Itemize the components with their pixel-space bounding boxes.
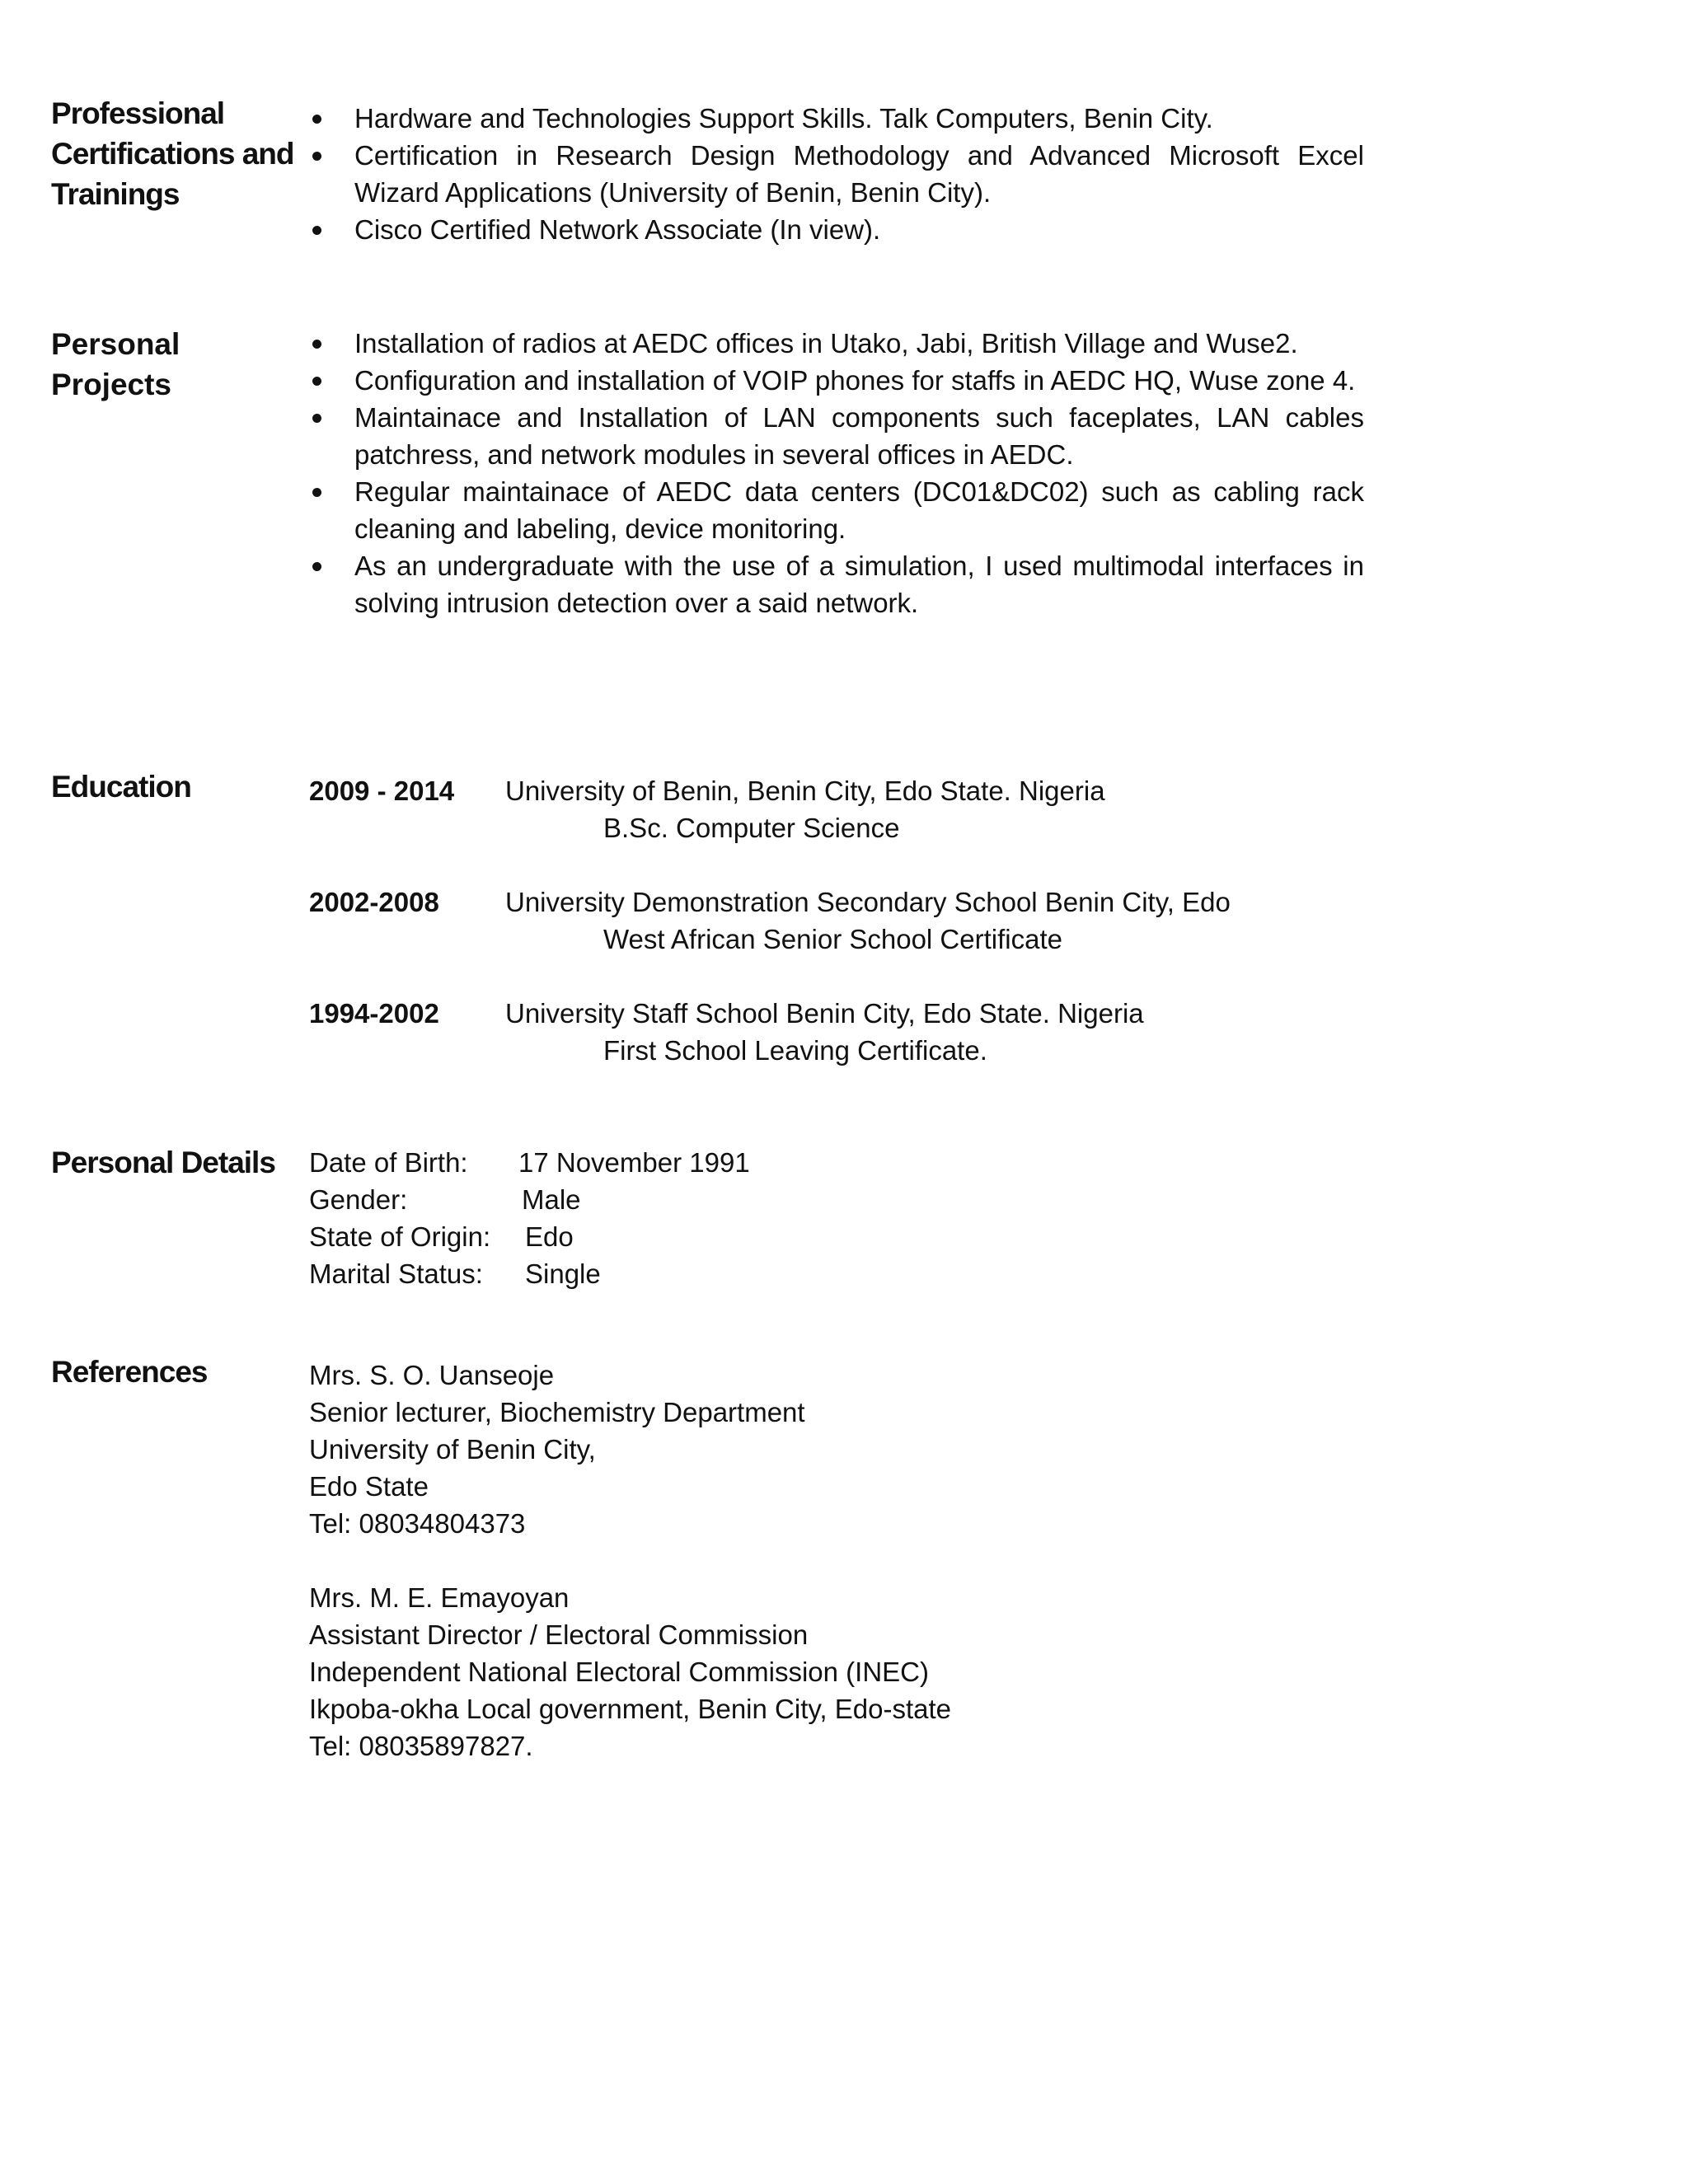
education-entry <box>309 772 1364 846</box>
certifications-title-line: Professional <box>51 96 225 130</box>
education-content <box>309 772 1364 1069</box>
education-years: 2002-2008 <box>309 887 439 917</box>
detail-label: Date of Birth: <box>309 1147 468 1178</box>
projects-title-line: Projects <box>51 368 172 401</box>
reference-entry <box>309 1579 1364 1765</box>
certifications-list <box>309 100 1364 248</box>
reference-phone: Tel: 08035897827. <box>309 1731 533 1761</box>
reference-line: Edo State <box>309 1471 429 1502</box>
list-item-text: Installation of radios at AEDC offices in Utako, Jabi, British Village and Wuse2. <box>354 328 1298 359</box>
certifications-title <box>51 93 298 214</box>
bullet-icon <box>312 488 321 497</box>
education-school: University Demonstration Secondary School Benin City, Edo <box>505 887 1231 917</box>
list-item-text: As an undergraduate with the use of a simulation, I used multimodal interfaces in solving intrusion detection over a said network. <box>354 551 1364 618</box>
detail-row <box>309 1218 1364 1255</box>
detail-label: Marital Status: <box>309 1258 483 1289</box>
bullet-icon <box>312 562 321 571</box>
references-title: References <box>51 1355 208 1389</box>
education-certificate: B.Sc. Computer Science <box>603 813 900 843</box>
education-entry <box>309 883 1364 958</box>
bullet-icon <box>312 115 321 124</box>
reference-line: Senior lecturer, Biochemistry Department <box>309 1397 805 1427</box>
list-item <box>309 399 1364 473</box>
education-certificate: West African Senior School Certificate <box>603 924 1062 954</box>
projects-title-line: Personal <box>51 327 181 361</box>
certifications-title-line: Certifications and <box>51 137 294 171</box>
detail-label: State of Origin: <box>309 1221 491 1252</box>
detail-value: 17 November 1991 <box>518 1147 750 1178</box>
education-title: Education <box>51 770 191 804</box>
reference-name: Mrs. S. O. Uanseoje <box>309 1360 555 1390</box>
personal-details-content <box>309 1144 1364 1292</box>
references-content <box>309 1357 1364 1802</box>
list-item-text: Hardware and Technologies Support Skills. Talk Computers, Benin City. <box>354 103 1213 134</box>
personal-details-title: Personal Details <box>51 1146 275 1179</box>
detail-value: Edo <box>525 1221 574 1252</box>
projects-content <box>309 325 1364 621</box>
list-item-text: Certification in Research Design Methodology and Advanced Microsoft Excel Wizard Applications (University of Benin, Benin City). <box>354 140 1364 208</box>
certifications-content <box>309 100 1364 248</box>
reference-line: Assistant Director / Electoral Commission <box>309 1619 809 1650</box>
reference-entry <box>309 1357 1364 1542</box>
list-item-text: Cisco Certified Network Associate (In view). <box>354 214 881 245</box>
list-item <box>309 362 1364 399</box>
list-item-text: Regular maintainace of AEDC data centers (DC01&DC02) such as cabling rack cleaning and labeling, device monitoring. <box>354 476 1364 544</box>
projects-title <box>51 324 298 405</box>
list-item-text: Configuration and installation of VOIP phones for staffs in AEDC HQ, Wuse zone 4. <box>354 365 1356 396</box>
detail-row <box>309 1255 1364 1292</box>
detail-row <box>309 1181 1364 1218</box>
detail-value: Single <box>525 1258 601 1289</box>
bullet-icon <box>312 226 321 235</box>
list-item <box>309 473 1364 547</box>
education-school: University of Benin, Benin City, Edo State. Nigeria <box>505 776 1105 806</box>
reference-phone: Tel: 08034804373 <box>309 1508 526 1539</box>
reference-line: Independent National Electoral Commission (INEC) <box>309 1657 930 1687</box>
education-school: University Staff School Benin City, Edo State. Nigeria <box>505 998 1144 1029</box>
list-item <box>309 211 1364 248</box>
projects-list <box>309 325 1364 621</box>
list-item <box>309 100 1364 137</box>
bullet-icon <box>312 414 321 423</box>
education-certificate: First School Leaving Certificate. <box>603 1035 987 1066</box>
list-item <box>309 547 1364 621</box>
detail-row <box>309 1144 1364 1181</box>
list-item <box>309 137 1364 211</box>
bullet-icon <box>312 152 321 161</box>
bullet-icon <box>312 340 321 349</box>
education-entry <box>309 995 1364 1069</box>
list-item <box>309 325 1364 362</box>
reference-line: Ikpoba-okha Local government, Benin City, Edo-state <box>309 1694 951 1724</box>
certifications-title-line: Trainings <box>51 177 180 211</box>
detail-label: Gender: <box>309 1184 408 1215</box>
reference-name: Mrs. M. E. Emayoyan <box>309 1582 570 1613</box>
list-item-text: Maintainace and Installation of LAN components such faceplates, LAN cables patchress, and network modules in several offices in AEDC. <box>354 402 1364 470</box>
bullet-icon <box>312 377 321 386</box>
detail-value: Male <box>522 1184 581 1215</box>
reference-line: University of Benin City, <box>309 1434 596 1465</box>
education-years: 2009 - 2014 <box>309 776 455 806</box>
education-years: 1994-2002 <box>309 998 439 1029</box>
